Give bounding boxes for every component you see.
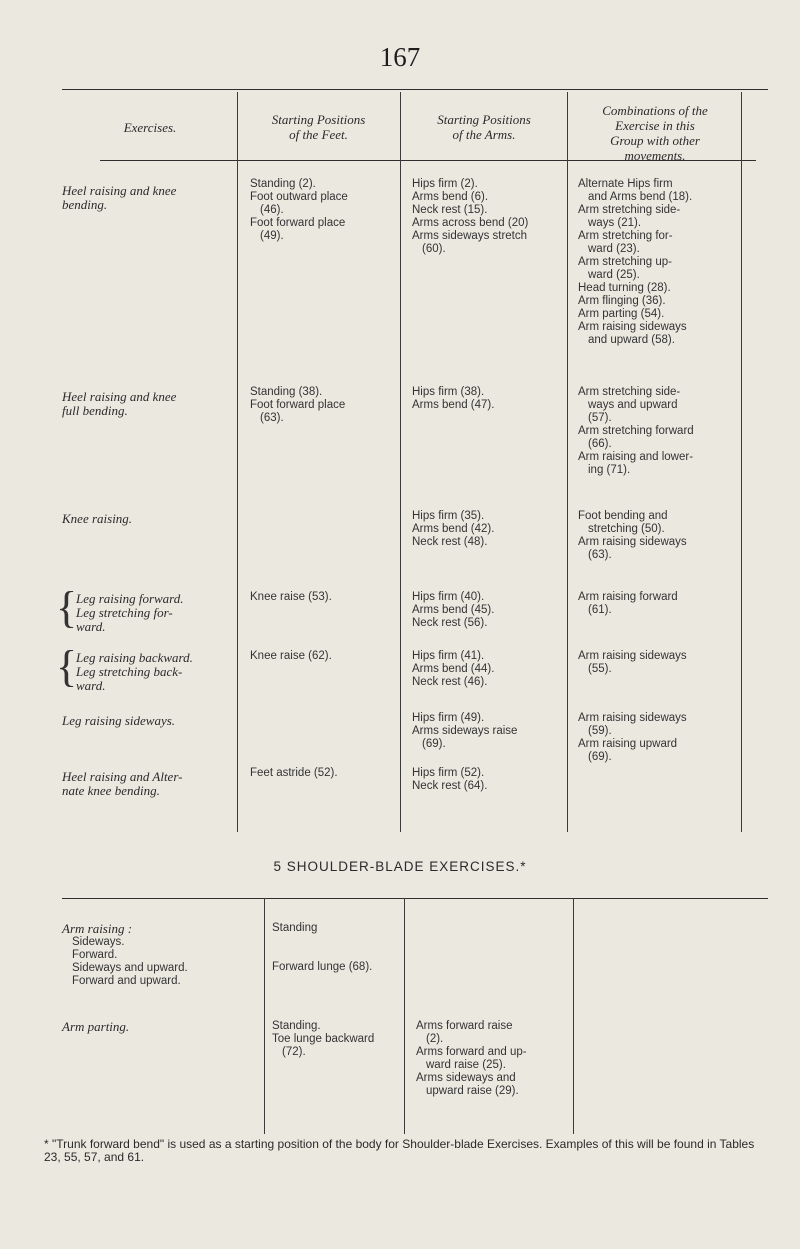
table2-col-line-1 — [264, 898, 265, 1134]
table1-col-line-2 — [400, 92, 401, 832]
feet-cell-row5: Knee raise (62). — [250, 650, 332, 662]
exercise-knee-raising: Knee raising. — [62, 511, 133, 526]
table2-col-line-2 — [404, 898, 405, 1134]
page-number: 167 — [379, 42, 421, 72]
arms-cell-row5: Hips firm (41). Arms bend (44). Neck rest (46). — [412, 650, 495, 688]
arms-cell-row2: Hips firm (38). Arms bend (47). — [412, 386, 495, 411]
table1-col-line-4 — [741, 92, 742, 832]
combinations-cell-row2: Arm stretching side- ways and upward (57). Arm stretching forward (66). Arm raising and lower- ing (71). — [578, 386, 694, 476]
feet-cell-row2: Standing (38). Foot forward place (63). — [250, 386, 346, 424]
exercise-arm-parting: Arm parting. — [62, 1019, 130, 1034]
brace-leg-forward: { — [56, 583, 78, 632]
table1-col-line-1 — [237, 92, 238, 832]
table1-top-rule — [62, 89, 768, 90]
arms-cell-row3: Hips firm (35). Arms bend (42). Neck rest (48). — [412, 510, 495, 548]
exercise-leg-raising-sideways: Leg raising sideways. — [62, 713, 176, 728]
table2-top-rule — [62, 898, 768, 899]
exercise-leg-raising-backward: Leg raising backward. Leg stretching back- ward. — [76, 650, 193, 693]
combinations-cell-row4: Arm raising forward (61). — [578, 591, 678, 616]
exercise-heel-raising-knee-bending: Heel raising and knee bending. — [62, 183, 177, 212]
header-arms-positions: Starting Positions of the Arms. — [437, 112, 531, 142]
exercise-heel-raising-full-bending: Heel raising and knee full bending. — [62, 389, 177, 418]
feet-cell-row1: Standing (2). Foot outward place (46). Foot forward place (49). — [250, 178, 348, 242]
arms-cell-arm-parting: Arms forward raise (2). Arms forward and up- ward raise (25). Arms sideways and upward raise (29). — [416, 1020, 527, 1097]
header-feet-positions: Starting Positions of the Feet. — [271, 112, 366, 142]
footnote: * "Trunk forward bend" is used as a starting position of the body for Shoulder-blade Exercises. Examples of this will be found in Tables 23, 55, 57, and 61. — [44, 1137, 755, 1164]
table1-col-line-3 — [567, 92, 568, 832]
arms-cell-row4: Hips firm (40). Arms bend (45). Neck rest (56). — [412, 591, 495, 629]
combinations-cell-row6: Arm raising sideways (59). Arm raising upward (69). — [578, 712, 687, 763]
combinations-cell-row3: Foot bending and stretching (50). Arm raising sideways (63). — [578, 510, 687, 561]
feet-cell-row7: Feet astride (52). — [250, 767, 338, 779]
table2-col-line-3 — [573, 898, 574, 1134]
exercise-leg-raising-forward: Leg raising forward. Leg stretching for- ward. — [76, 591, 184, 634]
section-title: 5 SHOULDER-BLADE EXERCISES.* — [273, 859, 527, 874]
arms-cell-row6: Hips firm (49). Arms sideways raise (69). — [412, 712, 518, 750]
feet-cell-arm-raising: Standing Forward lunge (68). — [272, 922, 373, 973]
combinations-cell-row5: Arm raising sideways (55). — [578, 650, 687, 675]
exercise-arm-raising: Arm raising : — [62, 921, 133, 936]
exercise-heel-raising-alternate: Heel raising and Alter- nate knee bending. — [62, 769, 183, 798]
header-exercises: Exercises. — [123, 120, 177, 135]
header-combinations: Combinations of the Exercise in this Group with other movements. — [602, 103, 708, 163]
combinations-cell-row1: Alternate Hips firm and Arms bend (18). Arm stretching side- ways (21). Arm stretching for- ward (23). Arm stretching up- ward (25). Head turning (28). Arm flinging (36). Arm parting (54). Arm raising sideways and upward (58). — [578, 178, 693, 346]
arms-cell-row7: Hips firm (52). Neck rest (64). — [412, 767, 488, 792]
arm-raising-items: Sideways. Forward. Sideways and upward. Forward and upward. — [72, 936, 188, 987]
feet-cell-row4: Knee raise (53). — [250, 591, 332, 603]
arms-cell-row1: Hips firm (2). Arms bend (6). Neck rest (15). Arms across bend (20) Arms sideways stretch (60). — [412, 178, 529, 255]
brace-leg-backward: { — [56, 642, 78, 691]
feet-cell-arm-parting: Standing. Toe lunge backward (72). — [272, 1020, 375, 1058]
